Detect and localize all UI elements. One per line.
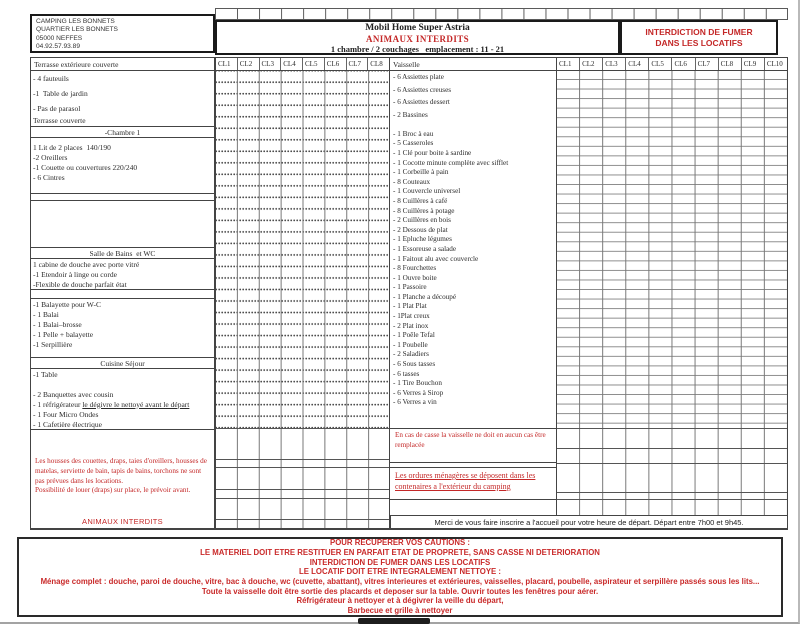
left-grid-column-label: CL8 (370, 60, 383, 68)
caution-line: INTERDICTION DE FUMER DANS LES LOCATIFS (309, 557, 491, 567)
inventory-row (31, 201, 214, 247)
right-grid-column-label: CL2 (580, 58, 603, 70)
vaisselle-column (390, 57, 557, 530)
inventory-row (31, 379, 214, 389)
vaisselle-row: - 1 Broc à eau (393, 129, 434, 138)
vaisselle-row: - 6 Assiettes dessert (393, 98, 450, 107)
vaisselle-row: - 1Plat creux (393, 312, 430, 321)
left-grid-column-label: CL7 (347, 58, 369, 70)
cautions-box (17, 537, 783, 617)
inventory-row (31, 182, 214, 193)
unit-title: Mobil Home Super Astria (365, 23, 470, 33)
inventory-row (31, 193, 214, 201)
vaisselle-row: - 1 Plat Plat (393, 302, 427, 311)
camping-city: 05000 NEFFES (36, 34, 83, 42)
inventory-row: -1 Table (33, 369, 58, 379)
linen-note-block (31, 429, 214, 530)
vaisselle-row: - 2 Plat inox (393, 321, 429, 330)
caution-line: POUR RECUPERER VOS CAUTIONS : (330, 538, 470, 548)
scan-artifact (358, 618, 430, 624)
inventory-row: - 2 Banquettes avec cousin (33, 389, 114, 399)
vaisselle-row: - 6 Assiettes plate (393, 73, 444, 82)
inventory-row: -2 Oreillers (33, 152, 68, 162)
no-animals-warning: ANIMAUX INTERDITS (365, 34, 470, 44)
inventory-row: 1 Lit de 2 places 140/190 (33, 142, 111, 152)
departure-note: Merci de vous faire inscrire a l'accueil pour votre heure de départ. Départ entre 7h00 et 9h45. (390, 515, 788, 530)
camping-name: CAMPING LES BONNETS (36, 18, 115, 25)
caution-line: Ménage complet : douche, paroi de douche, vitre, bac à douche, wc (cuvette, abattant), vitres interieures et extérieures, vaisselles, placard, poubelle, aspirateur et serpillère passés sous les lits... (40, 577, 760, 586)
inventory-row: -Flexible de douche parfait état (33, 279, 127, 289)
vaisselle-row: - 8 Fourchettes (393, 264, 437, 273)
no-smoking-line1: INTERDICTION DE FUMER (645, 26, 753, 37)
caution-line: Réfrigérateur à nettoyer et à dégivrer la veille du départ, (296, 596, 504, 606)
vaisselle-row: - 1 Poubelle (393, 340, 428, 349)
no-smoking-box (620, 20, 778, 55)
left-grid-column-label: CL4 (281, 58, 303, 70)
vaisselle-row: - 6 Verres a vin (393, 398, 437, 407)
inventory-row (31, 289, 214, 299)
vaisselle-row: - 2 Cuillères en bois (393, 216, 451, 225)
right-grid-column-label: CL7 (696, 58, 719, 70)
inventory-row: -1 Table de jardin (33, 89, 88, 98)
terrasse-header: Terrasse extérieure couverte (31, 58, 214, 71)
inventory-row-list (31, 71, 214, 429)
vaisselle-row: - 1 Cocotte minute complète avec sifflet (393, 158, 509, 167)
inventory-row: - Pas de parasol (33, 103, 81, 113)
inventory-row (31, 349, 214, 357)
left-grid-dotted-rows (216, 71, 389, 428)
inventory-table (30, 57, 788, 530)
right-grid-column-label: CL4 (626, 58, 649, 70)
garbage-note: Les ordures ménagères se déposent dans les contenaires a l'extérieur du camping (390, 467, 556, 500)
right-grid-column-label: CL1 (557, 58, 580, 70)
vaisselle-row: - 8 Cuillères à café (393, 196, 448, 205)
inventory-row: - 1 Cafetière électrique (33, 419, 102, 429)
inventory-row: -1 Balayette pour W-C (33, 299, 101, 309)
left-check-grid (215, 57, 390, 530)
vaisselle-row: - 1 Planche a découpé (393, 292, 457, 301)
inventory-row: Cuisine Séjour (31, 357, 214, 369)
linen-note: Les housses des couettes, draps, taies d'oreillers, housses de matelas, serviette de bain, tapis de bains, torchons ne sont pas prévues dans les locations. Possibilité de louer (draps) sur place, le prévoir avant. (35, 457, 207, 495)
vaisselle-row: - 2 Bassines (393, 110, 428, 119)
left-grid-column-label: CL2 (238, 58, 260, 70)
vaisselle-row: - 8 Cuillères à potage (393, 206, 455, 215)
inventory-row: - 1 Pelle + balayette (33, 329, 94, 339)
top-cell-strip (215, 8, 788, 20)
unit-header-box (215, 20, 620, 55)
camping-street: QUARTIER LES BONNETS (36, 26, 118, 34)
right-grid-column-label: CL5 (649, 58, 672, 70)
left-grid-column-label: CL5 (303, 58, 325, 70)
address-box (30, 14, 215, 53)
no-animals-note: ANIMAUX INTERDITS (82, 517, 163, 526)
vaisselle-header: Vaisselle (390, 58, 556, 71)
vaisselle-row: - 1 Tire Bouchon (393, 379, 442, 388)
right-grid-column-label: CL6 (672, 58, 695, 70)
inventory-row: - 1 Balai (33, 309, 59, 319)
vaisselle-row: - 1 Ouvre boite (393, 273, 437, 282)
vaisselle-row: - 1 Couvercle universel (393, 187, 461, 196)
inventory-row: - 1 Balai–brosse (33, 319, 82, 329)
no-smoking-line2: DANS LES LOCATIFS (655, 37, 743, 48)
vaisselle-row: - 8 Couteaux (393, 177, 431, 186)
inventory-row: - 4 fauteuils (33, 74, 69, 83)
inventory-row: -1 Serpillière (33, 339, 73, 349)
vaisselle-row: - 6 Assiettes creuses (393, 85, 452, 94)
vaisselle-row: - 1 Faitout alu avec couvercle (393, 254, 479, 263)
vaisselle-row: - 6 tasses (393, 369, 420, 378)
inventory-row: -Chambre 1 (31, 126, 214, 138)
caution-line: Toute la vaisselle doit être sortie des placards et deposer sur la table. Ouvrir toutes les fenêtres pour aérer. (201, 586, 599, 596)
caution-line: Barbecue et grille à nettoyer (347, 606, 453, 616)
vaisselle-row: - 1 Epluche légumes (393, 235, 452, 244)
inventory-row: - 1 réfrigérateur le dégivre le nettoyé avant le départ (33, 399, 190, 409)
caution-line: LE MATERIEL DOIT ETRE RESTITUER EN PARFAIT ETAT DE PROPRETE, SANS CASSE NI DETERIORATION (200, 547, 600, 557)
right-grid-column-label: CL8 (719, 58, 742, 70)
vaisselle-row: - 1 Essoreuse a salade (393, 244, 457, 253)
inventory-row: - 1 Four Micro Ondes (33, 409, 99, 419)
vaisselle-row: - 2 Dessous de plat (393, 225, 448, 234)
inventory-row: Terrasse couverte (33, 116, 86, 125)
left-grid-column-label: CL6 (325, 58, 347, 70)
vaisselle-row: - 6 Verres à Sirop (393, 388, 444, 397)
right-check-grid (557, 57, 788, 515)
unit-details: 1 chambre / 2 couchages emplacement : 11 - 21 (330, 44, 505, 54)
vaisselle-row: - 1 Corbeille à pain (393, 168, 449, 177)
right-grid-rows (557, 71, 787, 428)
vaisselle-row (390, 121, 556, 129)
inventory-row: Salle de Bains et WC (31, 247, 214, 259)
vaisselle-row: - 1 Poêle Tefal (393, 331, 435, 340)
right-grid-column-label: CL10 (766, 60, 783, 68)
right-grid-header (557, 58, 787, 71)
camping-phone: 04.92.57.93.89 (36, 43, 80, 51)
left-grid-column-label: CL3 (260, 58, 282, 70)
caution-line: LE LOCATIF DOIT ETRE INTEGRALEMENT NETTOYE : (299, 567, 501, 577)
right-grid-column-label: CL3 (603, 58, 626, 70)
vaisselle-row: - 5 Casseroles (393, 139, 434, 148)
inventory-row: -1 Etendoir à linge ou corde (33, 269, 117, 279)
left-grid-bottom-rows (216, 428, 389, 530)
vaisselle-list (390, 71, 556, 407)
vaisselle-row: - 6 Sous tasses (393, 360, 436, 369)
inventory-row: - 6 Cintres (33, 172, 65, 182)
right-grid-column-label: CL9 (742, 58, 765, 70)
vaisselle-row: - 2 Saladiers (393, 350, 429, 359)
left-grid-column-label: CL1 (216, 58, 238, 70)
left-grid-header (216, 58, 389, 71)
vaisselle-row: - 1 Passoire (393, 283, 427, 292)
breakage-note: En cas de casse la vaisselle ne doit en aucun cas être remplacée (390, 428, 556, 463)
inventory-row: -1 Couette ou couvertures 220/240 (33, 162, 138, 172)
inventory-row: 1 cabine de douche avec porte vitré (33, 259, 140, 269)
right-grid-bottom-rows (557, 428, 787, 515)
vaisselle-row: - 1 Clé pour boite à sardine (393, 148, 472, 157)
inventory-left-column (30, 57, 215, 530)
